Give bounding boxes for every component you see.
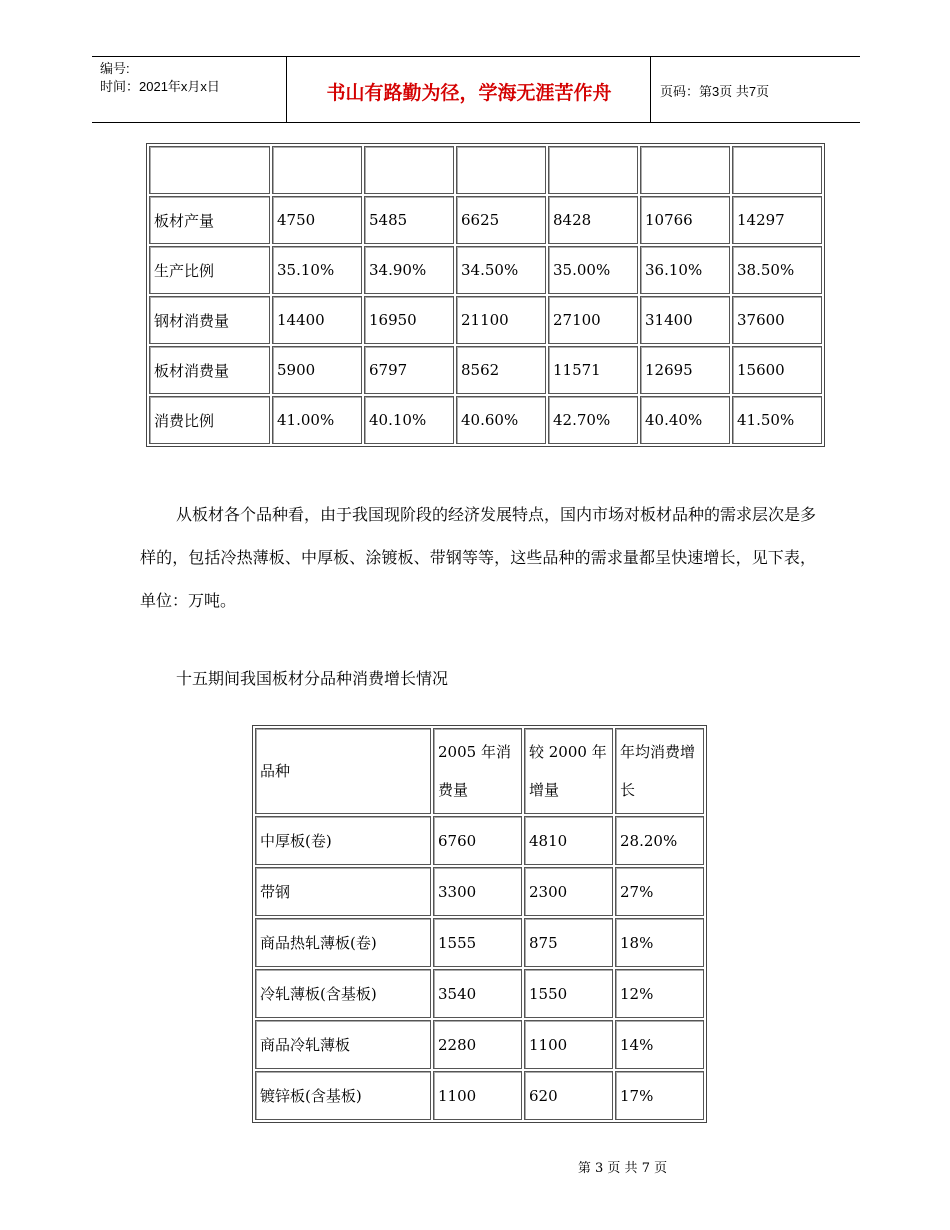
value-cell: 28.20% xyxy=(615,816,704,865)
value-cell: 1555 xyxy=(433,918,522,967)
plate-production-table xyxy=(146,143,825,447)
row-label-cell: 板材产量 xyxy=(149,196,270,244)
value-cell: 14297 xyxy=(732,196,822,244)
value-cell: 6797 xyxy=(364,346,454,394)
value-cell: 40.60% xyxy=(456,396,546,444)
header-divider-right xyxy=(650,56,651,122)
header-top-rule xyxy=(92,56,860,57)
column-header: 2005 年消费量 xyxy=(433,728,522,814)
value-cell: 1100 xyxy=(433,1071,522,1120)
table-row xyxy=(255,1071,704,1120)
body-paragraph: 从板材各个品种看，由于我国现阶段的经济发展特点，国内市场对板材品种的需求层次是多样的，包括冷热薄板、中厚板、涂镀板、带钢等等，这些品种的需求量都呈快速增长，见下表，单位：万吨。 xyxy=(140,505,817,610)
value-cell: 15600 xyxy=(732,346,822,394)
serial-label: 编号: xyxy=(100,61,130,76)
value-cell: 35.10% xyxy=(272,246,362,294)
table-row xyxy=(255,918,704,967)
variety-cell: 商品冷轧薄板 xyxy=(255,1020,431,1069)
value-cell: 38.50% xyxy=(732,246,822,294)
value-cell: 3300 xyxy=(433,867,522,916)
value-cell: 41.00% xyxy=(272,396,362,444)
table-row xyxy=(255,816,704,865)
table-row xyxy=(149,246,822,294)
value-cell xyxy=(364,146,454,194)
value-cell: 16950 xyxy=(364,296,454,344)
value-cell: 1100 xyxy=(524,1020,613,1069)
value-cell: 21100 xyxy=(456,296,546,344)
value-cell: 3540 xyxy=(433,969,522,1018)
header-bottom-rule xyxy=(92,122,860,123)
value-cell: 5900 xyxy=(272,346,362,394)
table-row xyxy=(149,146,822,194)
value-cell: 6625 xyxy=(456,196,546,244)
value-cell: 875 xyxy=(524,918,613,967)
variety-cell: 商品热轧薄板(卷) xyxy=(255,918,431,967)
value-cell xyxy=(732,146,822,194)
table-row xyxy=(149,346,822,394)
header-page-info: 页码：第3页 共7页 xyxy=(660,84,770,99)
table-row xyxy=(149,196,822,244)
column-header: 较 2000 年增量 xyxy=(524,728,613,814)
value-cell xyxy=(456,146,546,194)
value-cell: 18% xyxy=(615,918,704,967)
column-header: 品种 xyxy=(255,728,431,814)
value-cell: 31400 xyxy=(640,296,730,344)
value-cell: 37600 xyxy=(732,296,822,344)
value-cell: 36.10% xyxy=(640,246,730,294)
page-footer: 第 3 页 共 7 页 xyxy=(577,1161,668,1176)
value-cell: 4810 xyxy=(524,816,613,865)
value-cell xyxy=(272,146,362,194)
value-cell: 17% xyxy=(615,1071,704,1120)
value-cell xyxy=(640,146,730,194)
value-cell: 2300 xyxy=(524,867,613,916)
value-cell: 5485 xyxy=(364,196,454,244)
row-label-cell: 钢材消费量 xyxy=(149,296,270,344)
value-cell: 40.40% xyxy=(640,396,730,444)
value-cell: 2280 xyxy=(433,1020,522,1069)
header-meta xyxy=(100,60,220,96)
value-cell: 40.10% xyxy=(364,396,454,444)
table-row xyxy=(255,1020,704,1069)
table-header-row xyxy=(255,728,704,814)
variety-cell: 镀锌板(含基板) xyxy=(255,1071,431,1120)
table-caption: 十五期间我国板材分品种消费增长情况 xyxy=(176,669,449,688)
value-cell: 10766 xyxy=(640,196,730,244)
table-row xyxy=(149,296,822,344)
row-label-cell: 生产比例 xyxy=(149,246,270,294)
value-cell: 42.70% xyxy=(548,396,638,444)
header-motto: 书山有路勤为径，学海无涯苦作舟 xyxy=(326,82,612,104)
table-row xyxy=(149,396,822,444)
value-cell: 34.50% xyxy=(456,246,546,294)
value-cell: 4750 xyxy=(272,196,362,244)
value-cell: 34.90% xyxy=(364,246,454,294)
row-label-cell xyxy=(149,146,270,194)
value-cell: 1550 xyxy=(524,969,613,1018)
header-divider-left xyxy=(286,56,287,122)
time-label: 时间：2021年x月x日 xyxy=(100,79,220,94)
variety-consumption-table xyxy=(252,725,707,1123)
table-row xyxy=(255,867,704,916)
value-cell: 27% xyxy=(615,867,704,916)
row-label-cell: 消费比例 xyxy=(149,396,270,444)
value-cell: 14400 xyxy=(272,296,362,344)
value-cell: 41.50% xyxy=(732,396,822,444)
value-cell: 11571 xyxy=(548,346,638,394)
value-cell: 6760 xyxy=(433,816,522,865)
column-header: 年均消费增长 xyxy=(615,728,704,814)
variety-cell: 带钢 xyxy=(255,867,431,916)
row-label-cell: 板材消费量 xyxy=(149,346,270,394)
value-cell: 8428 xyxy=(548,196,638,244)
variety-cell: 中厚板(卷) xyxy=(255,816,431,865)
value-cell: 620 xyxy=(524,1071,613,1120)
table-row xyxy=(255,969,704,1018)
value-cell: 14% xyxy=(615,1020,704,1069)
value-cell: 27100 xyxy=(548,296,638,344)
value-cell: 8562 xyxy=(456,346,546,394)
value-cell: 12% xyxy=(615,969,704,1018)
value-cell: 35.00% xyxy=(548,246,638,294)
value-cell: 12695 xyxy=(640,346,730,394)
value-cell xyxy=(548,146,638,194)
variety-cell: 冷轧薄板(含基板) xyxy=(255,969,431,1018)
